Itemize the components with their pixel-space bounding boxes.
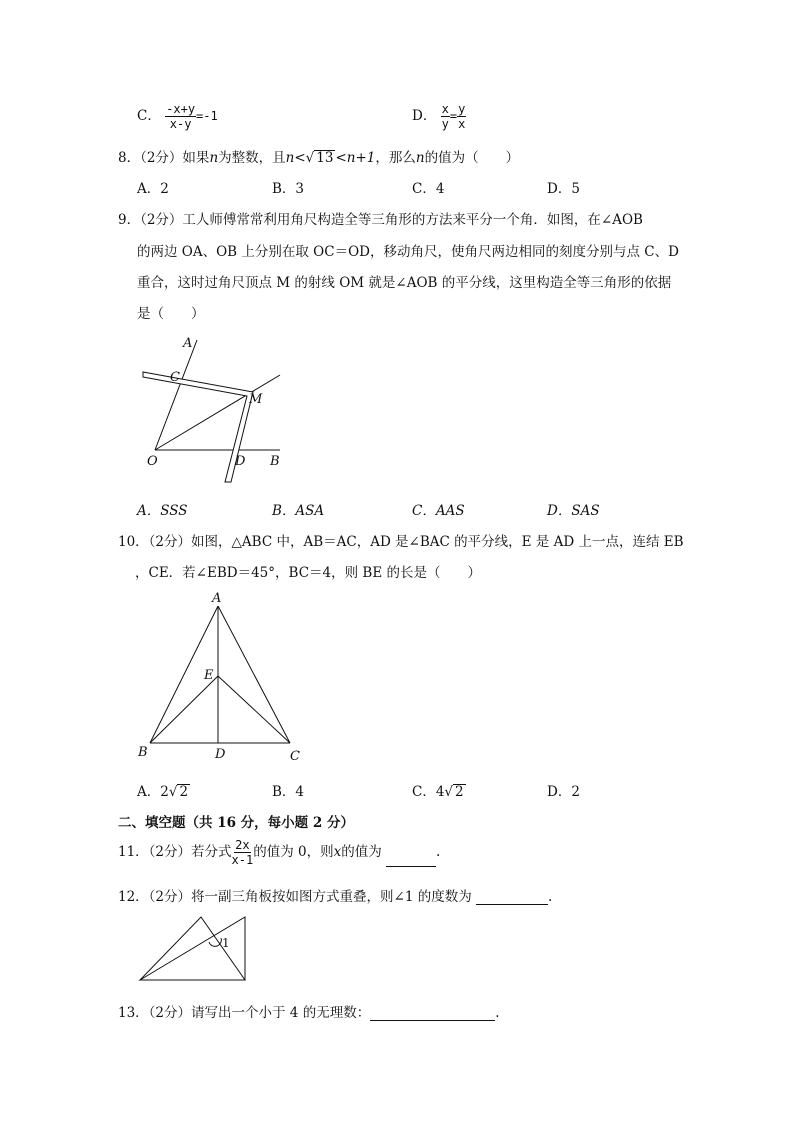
q12-figure bbox=[135, 912, 255, 987]
numerator: -x+y bbox=[166, 102, 196, 116]
label-m: M bbox=[249, 392, 263, 407]
label-a: A bbox=[183, 336, 193, 351]
radicand: 2 bbox=[455, 784, 464, 800]
fraction-right bbox=[457, 102, 466, 131]
label-d: D bbox=[235, 454, 246, 469]
var-n: n bbox=[209, 150, 219, 166]
q9-line-1: 9．（2分）工人师傅常常利用角尺构造全等三角形的方法来平分一个角．如图，在∠AOB bbox=[118, 212, 643, 228]
text: 的值为（ ） bbox=[424, 150, 520, 166]
q10-option-d: D．2 bbox=[547, 784, 580, 800]
q10-figure bbox=[135, 588, 305, 768]
segment-eb bbox=[150, 676, 218, 743]
rhs: =-1 bbox=[196, 109, 218, 123]
section-2-title: 二、填空题（共 16 分，每小题 2 分） bbox=[118, 815, 354, 831]
fraction bbox=[232, 838, 254, 867]
q9-option-a: A．SSS bbox=[137, 503, 188, 519]
label-d: D bbox=[215, 747, 226, 762]
text: 的值为 0，则 bbox=[253, 844, 334, 860]
less-than: < bbox=[294, 150, 306, 166]
label-e: E bbox=[204, 668, 214, 683]
var-n: n bbox=[285, 150, 295, 166]
option-label: D． bbox=[412, 108, 437, 124]
label-a: A bbox=[212, 591, 222, 606]
q9-line-3: 重合，这时过角尺顶点 M 的射线 OM 就是∠AOB 的平分线，这里构造全等三角形的依据 bbox=[137, 275, 672, 291]
answer-blank[interactable] bbox=[386, 852, 436, 867]
q10-option-a: A．2√ 2 bbox=[137, 784, 189, 800]
equals: = bbox=[449, 109, 458, 123]
q8-option-b: B．3 bbox=[272, 181, 305, 197]
side-ac bbox=[218, 606, 290, 743]
option-label: C． bbox=[137, 108, 161, 124]
var-x: x bbox=[333, 844, 342, 860]
q12-stem bbox=[118, 885, 552, 905]
q7-option-d bbox=[412, 102, 466, 131]
period: . bbox=[436, 844, 441, 860]
var-n: n bbox=[415, 150, 425, 166]
q10-line-2: ，CE．若∠EBD＝45°，BC＝4，则 BE 的长是（ ） bbox=[135, 565, 481, 581]
label-o: O bbox=[147, 454, 158, 469]
radicand: 2 bbox=[179, 784, 189, 800]
option-text: A．2 bbox=[137, 784, 169, 800]
q10-option-b: B．4 bbox=[272, 784, 305, 800]
q10-option-c: C．4√ 2 bbox=[412, 784, 464, 800]
less-than: < bbox=[335, 150, 347, 166]
n-plus-1: n+1 bbox=[346, 150, 376, 166]
option-text: C．4 bbox=[412, 784, 445, 800]
q13-stem bbox=[118, 1001, 500, 1021]
angle-label: 1 bbox=[222, 936, 230, 950]
text: ，那么 bbox=[375, 150, 416, 166]
segment-ec bbox=[218, 676, 290, 743]
q9-figure bbox=[135, 330, 295, 485]
angle-mark bbox=[209, 938, 221, 946]
q9-line-4: 是（ ） bbox=[137, 306, 205, 322]
denominator: x bbox=[458, 117, 466, 131]
numerator: x bbox=[441, 102, 449, 116]
fraction bbox=[165, 102, 196, 131]
label-c: C bbox=[170, 370, 180, 385]
text: 13．（2分）请写出一个小于 4 的无理数： bbox=[118, 1005, 371, 1021]
q9-line-2: 的两边 OA、OB 上分别在取 OC＝OD，移动角尺，使角尺两边相同的刻度分别与点 C、D bbox=[137, 244, 679, 260]
ray-oa bbox=[155, 340, 197, 450]
denominator: x-y bbox=[169, 117, 192, 131]
q9-option-d: D．SAS bbox=[547, 503, 600, 519]
denominator: y bbox=[441, 117, 449, 131]
period: . bbox=[548, 889, 553, 905]
answer-blank[interactable] bbox=[476, 890, 548, 905]
q8-option-d: D．5 bbox=[547, 181, 580, 197]
label-c: C bbox=[290, 749, 300, 764]
numerator: 2x bbox=[235, 838, 250, 852]
text: 的值为 bbox=[341, 844, 382, 860]
q8-stem: 8．（2分）如果n为整数，且n<√ 13 <n+1，那么n的值为（ ） bbox=[118, 150, 520, 166]
q8-option-c: C．4 bbox=[412, 181, 445, 197]
radicand: 13 bbox=[316, 150, 334, 166]
answer-blank[interactable] bbox=[370, 1006, 495, 1021]
label-b: B bbox=[270, 454, 280, 469]
q9-option-c: C．AAS bbox=[412, 503, 465, 519]
text: 为整数，且 bbox=[218, 150, 286, 166]
period: . bbox=[495, 1005, 500, 1021]
q8-option-a: A．2 bbox=[137, 181, 169, 197]
q9-option-b: B．ASA bbox=[272, 503, 325, 519]
q7-option-c bbox=[137, 102, 218, 131]
q10-line-1: 10．（2分）如图，△ABC 中，AB＝AC，AD 是∠BAC 的平分线，E 是 AD 上一点，连结 EB bbox=[118, 534, 684, 550]
q11-stem bbox=[118, 838, 440, 867]
numerator: y bbox=[458, 102, 466, 116]
fraction-left bbox=[441, 102, 450, 131]
text: 12．（2分）将一副三角板按如图方式重叠，则∠1 的度数为 bbox=[118, 889, 472, 905]
label-b: B bbox=[138, 745, 148, 760]
text: 8．（2分）如果 bbox=[118, 150, 210, 166]
denominator: x-1 bbox=[231, 853, 254, 867]
text: 11．（2分）若分式 bbox=[118, 844, 232, 860]
